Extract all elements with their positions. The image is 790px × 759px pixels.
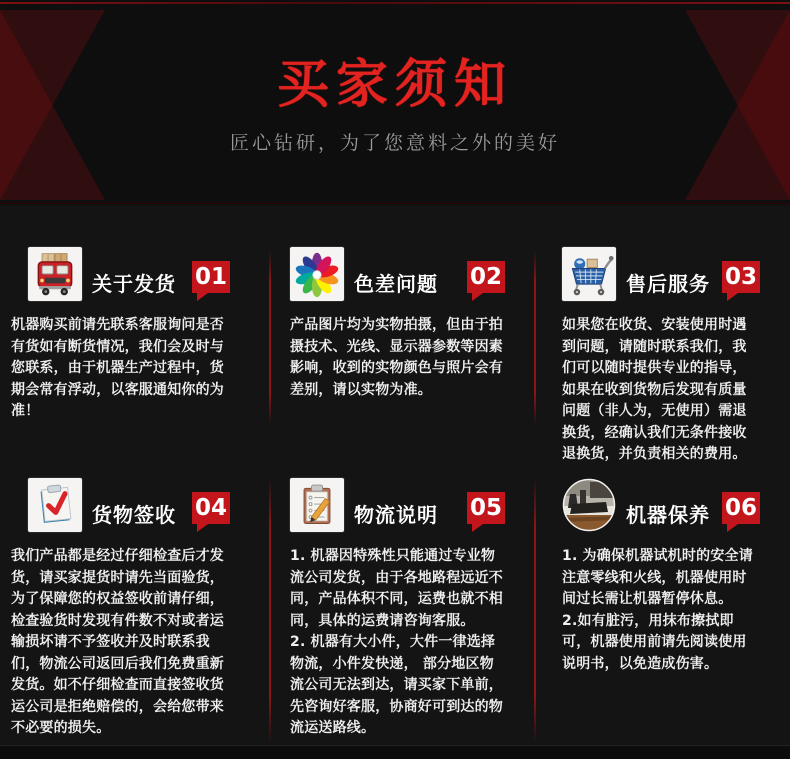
section-body-text: 如果您在收货、安装使用时遇到问题，请随时联系我们，我们可以随时提供专业的指导，如果在收到货物后发现有质量问题（非人为，无使用）需退换货，经确认我们无条件接收退换货，并负责相关的费用。 xyxy=(562,317,747,462)
clipboard-pencil-icon xyxy=(290,478,344,532)
section-machine-maintenance xyxy=(535,478,790,740)
section-title-logistics: 物流说明 xyxy=(354,503,438,527)
section-body-text: 1. 为确保机器试机时的安全请注意零线和火线，机器使用时间过长需让机器暂停休息。 xyxy=(562,548,753,607)
header-bottom-line xyxy=(0,203,790,204)
section-body-text: 我们产品都是经过仔细检查后才发货，请买家提货时请先当面验货，为了保障您的权益签收前请仔细，检查验货时发现有件数不对或者运输损坏请不予签收并及时联系我们，物流公司返回后我们免费重新发货。如不仔细检查而直接签收货运公司是拒绝赔偿的，会给您带来不必要的损失。 xyxy=(11,548,224,736)
section-logistics xyxy=(270,478,535,740)
section-shipping xyxy=(0,247,270,478)
section-number-badge: 01 xyxy=(192,261,230,293)
section-goods-receipt xyxy=(0,478,270,740)
section-body-text: 1. 机器因特殊性只能通过专业物流公司发货，由于各地路程远近不同，产品体积不同，运费也就不相同，具体的运费请咨询客服。 xyxy=(290,548,503,629)
section-title-goods-receipt: 货物签收 xyxy=(92,503,176,527)
section-number-badge: 03 xyxy=(722,261,760,293)
column-divider xyxy=(269,250,271,425)
column-divider xyxy=(534,477,536,743)
page-title: 买家须知 xyxy=(276,55,513,115)
section-number-badge: 02 xyxy=(467,261,505,293)
section-title-shipping: 关于发货 xyxy=(92,272,176,296)
machine-photo-icon xyxy=(562,478,616,532)
section-title-color-difference: 色差问题 xyxy=(354,272,438,296)
column-divider xyxy=(534,250,536,425)
section-body-text: 2.如有脏污，用抹布擦拭即可，机器使用前请先阅读使用说明书，以免造成伤害。 xyxy=(562,612,747,672)
color-flower-icon xyxy=(290,247,344,301)
footer-strip xyxy=(0,745,790,759)
section-number-badge: 05 xyxy=(467,492,505,524)
section-body-text: 产品图片均为实物拍摄，但由于拍摄技术、光线、显示器参数等因素影响，收到的实物颜色与照片会有差别，请以实物为准。 xyxy=(290,317,503,398)
section-title-after-sales: 售后服务 xyxy=(626,272,710,296)
section-body-text: 2. 机器有大小件，大件一律选择物流，小件发快递， 部分地区物流公司无法到达，请买家下单前，先咨询好客服，协商好可到达的物流运送路线。 xyxy=(290,634,503,736)
shopping-cart-icon xyxy=(562,247,616,301)
section-after-sales xyxy=(535,247,790,478)
section-number-badge: 06 xyxy=(722,492,760,524)
section-body-text: 机器购买前请先联系客服询问是否有货如有断货情况，我们会及时与您联系，由于机器生产过程中，货期会常有浮动，以客服通知你的为准！ xyxy=(11,317,224,419)
section-title-machine-maintenance: 机器保养 xyxy=(626,503,710,527)
clipboard-check-icon xyxy=(28,478,82,532)
section-number-badge: 04 xyxy=(192,492,230,524)
truck-icon xyxy=(28,247,82,301)
column-divider xyxy=(269,477,271,743)
section-color-difference xyxy=(270,247,535,478)
header-banner xyxy=(0,0,790,205)
notice-sections xyxy=(0,205,790,745)
page-subtitle: 匠心钻研，为了您意料之外的美好 xyxy=(229,132,560,154)
